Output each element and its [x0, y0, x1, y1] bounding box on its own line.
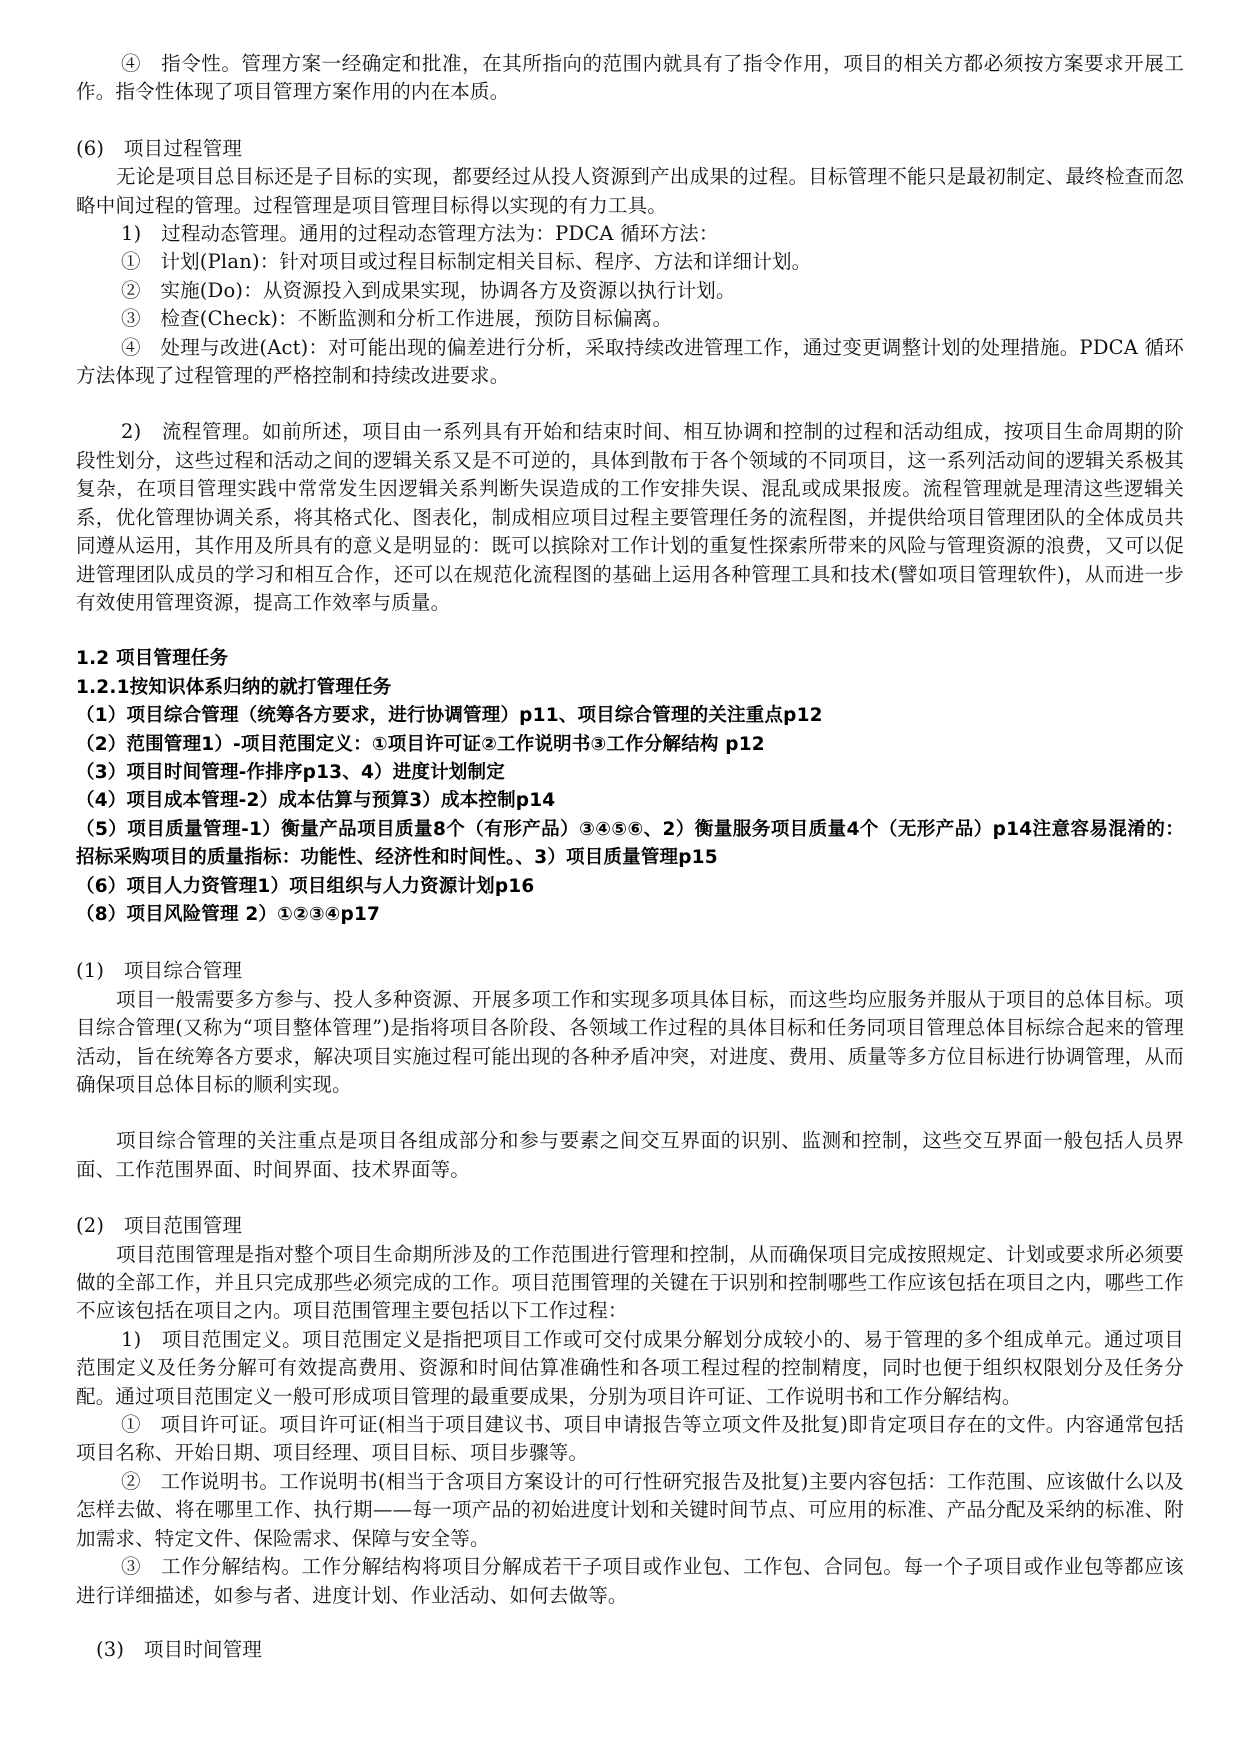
paragraph-pdca-plan: ① 计划(Plan)：针对项目或过程目标制定相关目标、程序、方法和详细计划。 — [121, 250, 812, 274]
paragraph-scope: 项目范围管理是指对整个项目生命期所涉及的工作范围进行管理和控制，从而确保项目完成按照规定、计划或要求所必须要做的全部工作，并且只完成那些必须完成的工作。项目范围管理的关键在于识别和控制哪些工作应该包括在项目之内，哪些工作不应该包括在项目之内。项目范围管理主要包括以下工作过程： — [76, 1242, 1184, 1323]
paragraph-integration-focus: 项目综合管理的关注重点是项目各组成部分和参与要素之间交互界面的识别、监测和控制，这些交互界面一般包括人员界面、工作范围界面、时间界面、技术界面等。 — [76, 1129, 1184, 1181]
paragraph-pdca-act: ④ 处理与改进(Act)：对可能出现的偏差进行分析，采取持续改进管理工作，通过变更调整计划的处理措施。PDCA 循环方法体现了过程管理的严格控制和持续改进要求。 — [76, 335, 1184, 388]
paragraph-dynamic-management: 1) 过程动态管理。通用的过程动态管理方法为：PDCA 循环方法： — [121, 222, 719, 246]
task-item-6: （6）项目人力资管理1）项目组织与人力资源计划p16 — [76, 875, 535, 897]
paragraph-work-breakdown: ③ 工作分解结构。工作分解结构将项目分解成若干子项目或作业包、工作包、合同包。每一个子项目或作业包等都应该进行详细描述，如参与者、进度计划、作业活动、如何去做等。 — [76, 1555, 1184, 1607]
paragraph-flow-management: 2) 流程管理。如前所述，项目由一系列具有开始和结束时间、相互协调和控制的过程和活动组成，按项目生命周期的阶段性划分，这些过程和活动之间的逻辑关系又是不可逆的，具体到散布于各个领域的不同项目，这一系列活动间的逻辑关系极其复杂，在项目管理实践中常常发生因逻辑关系判断失误造成的工作安排失误、混乱或成果报废。流程管理就是理清这些逻辑关系，优化管理协调关系，将其格式化、图表化，制成相应项目过程主要管理任务的流程图，并提供给项目管理团队的全体成员共同遵从运用，其作用及所具有的意义是明显的：既可以摈除对工作计划的重复性探索所带来的风险与管理资源的浪费，又可以促进管理团队成员的学习和相互合作，还可以在规范化流程图的基础上运用各种管理工具和技术(譬如项目管理软件)，从而进一步有效使用管理资源，提高工作效率与质量。 — [76, 420, 1184, 614]
section-title-1-2-1: 1.2.1按知识体系归纳的就打管理任务 — [76, 676, 392, 698]
task-item-3: （3）项目时间管理-作排序p13、4）进度计划制定 — [76, 761, 505, 783]
heading-time-management: (3) 项目时间管理 — [96, 1637, 263, 1661]
section-title-1-2: 1.2 项目管理任务 — [76, 648, 229, 670]
paragraph-scope-definition: 1) 项目范围定义。项目范围定义是指把项目工作或可交付成果分解划分成较小的、易于管理的多个组成单元。通过项目范围定义及任务分解可有效提高费用、资源和时间估算准确性和各项工程过程的控制精度，同时也便于组织权限划分及任务分配。通过项目范围定义一般可形成项目管理的最重要成果，分别为项目许可证、工作说明书和工作分解结构。 — [76, 1327, 1184, 1408]
task-item-1: （1）项目综合管理（统筹各方要求，进行协调管理）p11、项目综合管理的关注重点p12 — [76, 705, 823, 727]
paragraph-pdca-do: ② 实施(Do)：从资源投入到成果实现，协调各方及资源以执行计划。 — [121, 278, 736, 302]
paragraph-project-permit: ① 项目许可证。项目许可证(相当于项目建议书、项目申请报告等立项文件及批复)即肯定项目存在的文件。内容通常包括项目名称、开始日期、项目经理、项目目标、项目步骤等。 — [76, 1413, 1184, 1465]
paragraph-pdca-check: ③ 检查(Check)：不断监测和分析工作进展，预防目标偏离。 — [121, 307, 673, 331]
heading-scope-management: (2) 项目范围管理 — [76, 1214, 243, 1238]
paragraph-process-intro: 无论是项目总目标还是子目标的实现，都要经过从投人资源到产出成果的过程。目标管理不能只是最初制定、最终检查而忽略中间过程的管理。过程管理是项目管理目标得以实现的有力工具。 — [76, 165, 1184, 217]
document-page — [76, 50, 1184, 1664]
heading-integration-management: (1) 项目综合管理 — [76, 959, 243, 983]
paragraph-directive: ④ 指令性。管理方案一经确定和批准，在其所指向的范围内就具有了指令作用，项目的相关方都必须按方案要求开展工作。指令性体现了项目管理方案作用的内在本质。 — [76, 52, 1184, 104]
task-item-4: （4）项目成本管理-2）成本估算与预算3）成本控制p14 — [76, 790, 556, 812]
task-item-2: （2）范围管理1）-项目范围定义：①项目许可证②工作说明书③工作分解结构 p12 — [76, 733, 765, 755]
task-item-5: （5）项目质量管理-1）衡量产品项目质量8个（有形产品）③④⑤⑥、2）衡量服务项目质量4个（无形产品）p14注意容易混淆的：招标采购项目的质量指标：功能性、经济性和时间性。、3）项目质量管理p15 — [76, 818, 1184, 869]
heading-process-management: (6) 项目过程管理 — [76, 136, 243, 160]
task-item-8: （8）项目风险管理 2）①②③④p17 — [76, 903, 381, 925]
paragraph-statement-of-work: ② 工作说明书。工作说明书(相当于含项目方案设计的可行性研究报告及批复)主要内容包括：工作范围、应该做什么以及怎样去做、将在哪里工作、执行期——每一项产品的初始进度计划和关键时间节点、可应用的标准、产品分配及采纳的标准、附加需求、特定文件、保险需求、保障与安全等。 — [76, 1469, 1184, 1550]
paragraph-integration: 项目一般需要多方参与、投人多种资源、开展多项工作和实现多项具体目标，而这些均应服务并服从于项目的总体目标。项目综合管理(又称为“项目整体管理”)是指将项目各阶段、各领域工作过程的具体目标和任务同项目管理总体目标综合起来的管理活动，旨在统筹各方要求，解决项目实施过程可能出现的各种矛盾冲突，对进度、费用、质量等多方位目标进行协调管理，从而确保项目总体目标的顺利实现。 — [76, 987, 1184, 1096]
